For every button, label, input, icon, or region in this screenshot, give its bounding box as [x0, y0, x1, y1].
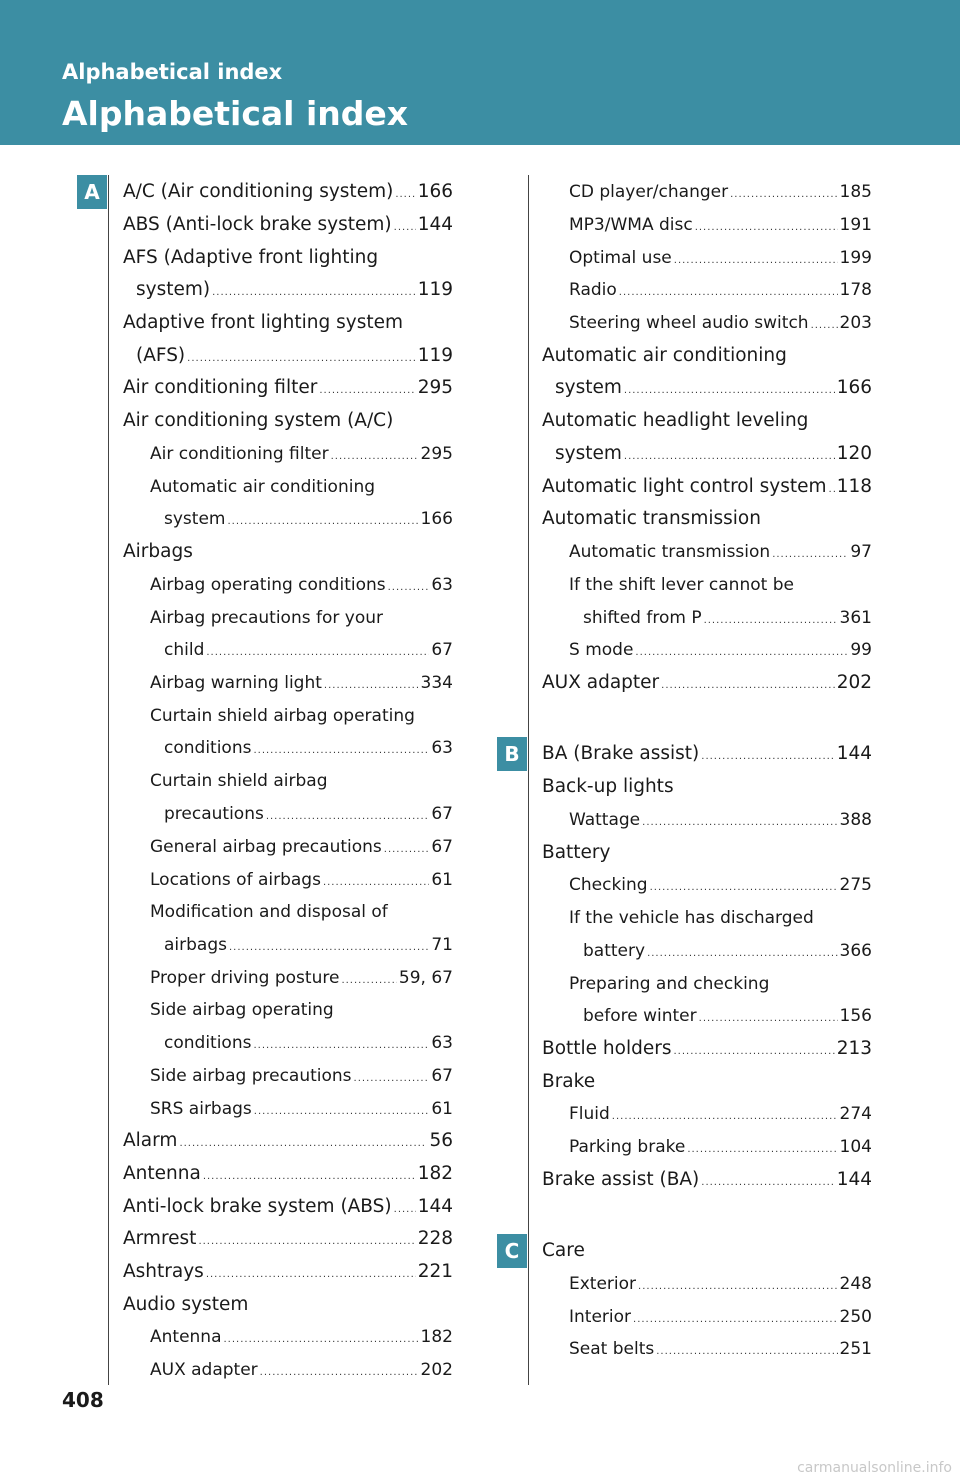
page-number: 408	[62, 1388, 104, 1412]
index-entry-page: 56	[429, 1130, 453, 1151]
dot-leader	[198, 1224, 415, 1257]
index-entry-page: 295	[420, 444, 453, 464]
index-entry	[123, 635, 453, 665]
index-entry-text: ABS (Anti-lock brake system)	[123, 214, 392, 235]
index-entry	[542, 1099, 872, 1129]
index-entry	[123, 603, 453, 633]
index-entry-page: 144	[417, 1196, 453, 1217]
dot-leader	[829, 472, 835, 505]
index-entry-text: Exterior	[569, 1274, 637, 1294]
index-entry-page: 156	[839, 1006, 872, 1026]
index-entry-page: 202	[836, 672, 872, 693]
index-entry-text: Wattage	[569, 810, 641, 830]
index-entry	[123, 177, 453, 207]
index-entry	[123, 275, 453, 305]
index-entry-page: 334	[420, 673, 453, 693]
index-entry-page: 275	[839, 875, 872, 895]
index-column-left	[123, 177, 453, 1387]
index-entry-text: Checking	[569, 875, 648, 895]
index-entry-text: Anti-lock brake system (ABS)	[123, 1196, 392, 1217]
dot-leader	[266, 799, 430, 832]
index-entry	[542, 472, 872, 502]
index-entry	[542, 341, 872, 371]
index-entry-page: 67	[431, 1066, 453, 1086]
index-entry-text: system	[555, 443, 622, 464]
index-entry	[542, 739, 872, 769]
index-entry	[123, 472, 453, 502]
index-entry-text: Antenna	[123, 1163, 201, 1184]
index-entry	[123, 1159, 453, 1189]
dot-leader	[394, 210, 416, 243]
index-entry-text: Fluid	[569, 1104, 610, 1124]
index-entry-page: 366	[839, 941, 872, 961]
index-entry-page: 71	[431, 935, 453, 955]
index-entry-text: CD player/changer	[569, 182, 729, 202]
index-entry-text: Airbag operating conditions	[150, 575, 386, 595]
index-entry-text: A/C (Air conditioning system)	[123, 181, 394, 202]
dot-leader	[661, 668, 835, 701]
index-entry	[123, 766, 453, 796]
index-entry	[123, 668, 453, 698]
index-entry	[123, 897, 453, 927]
index-entry-page: 63	[431, 738, 453, 758]
index-entry-text: Steering wheel audio switch	[569, 313, 809, 333]
index-entry	[123, 1355, 453, 1385]
index-entry-text: Alarm	[123, 1130, 178, 1151]
index-entry	[542, 1067, 872, 1097]
index-entry	[542, 1034, 872, 1064]
index-entry	[542, 1334, 872, 1364]
dot-leader	[704, 603, 838, 636]
dot-leader	[253, 733, 429, 766]
dot-leader	[187, 341, 416, 374]
index-entry-page: 185	[839, 182, 872, 202]
index-entry	[123, 1126, 453, 1156]
index-entry-text: BA (Brake assist)	[542, 743, 700, 764]
index-entry-text: (AFS)	[136, 345, 186, 366]
dot-leader	[624, 373, 835, 406]
index-entry-page: 144	[836, 743, 872, 764]
dot-leader	[179, 1126, 427, 1159]
dot-leader	[701, 1165, 834, 1198]
dot-leader	[203, 1159, 416, 1192]
dot-leader	[384, 832, 430, 865]
index-entry	[123, 1224, 453, 1254]
index-entry	[123, 243, 453, 273]
dot-leader	[395, 177, 415, 210]
dot-leader	[730, 177, 837, 210]
index-entry-text: Brake assist (BA)	[542, 1169, 700, 1190]
index-entry-text: S mode	[569, 640, 634, 660]
index-entry-text: If the shift lever cannot be	[569, 575, 794, 595]
dot-leader	[206, 635, 429, 668]
index-entry-text: Parking brake	[569, 1137, 686, 1157]
index-entry-page: 144	[417, 214, 453, 235]
dot-leader	[650, 870, 838, 903]
column-rule-left	[108, 175, 109, 1385]
index-entry-text: Air conditioning system (A/C)	[123, 410, 394, 431]
index-entry	[123, 930, 453, 960]
index-entry-text: Automatic air conditioning	[150, 477, 376, 497]
dot-leader	[633, 1302, 838, 1335]
index-entry-text: Brake	[542, 1071, 596, 1092]
dot-leader	[212, 275, 416, 308]
index-entry-page: 119	[417, 279, 453, 300]
index-entry	[542, 668, 872, 698]
index-entry-page: 388	[839, 810, 872, 830]
index-entry	[542, 210, 872, 240]
index-entry-page: 67	[431, 837, 453, 857]
index-entry-text: Seat belts	[569, 1339, 655, 1359]
index-entry-text: Curtain shield airbag operating	[150, 706, 415, 726]
index-entry	[123, 1028, 453, 1058]
index-entry	[542, 1132, 872, 1162]
index-entry-page: 191	[839, 215, 872, 235]
index-entry	[542, 1302, 872, 1332]
index-entry-page: 251	[839, 1339, 872, 1359]
index-entry-text: conditions	[164, 1033, 252, 1053]
dot-leader	[647, 936, 837, 969]
index-entry	[542, 373, 872, 403]
dot-leader	[673, 1034, 834, 1067]
index-entry-text: Air conditioning filter	[123, 377, 318, 398]
dot-leader	[331, 439, 419, 472]
index-entry	[542, 903, 872, 933]
index-entry-text: SRS airbags	[150, 1099, 252, 1119]
index-entry-text: Side airbag operating	[150, 1000, 334, 1020]
index-entry	[123, 701, 453, 731]
index-entry-text: Automatic transmission	[569, 542, 771, 562]
index-entry	[542, 570, 872, 600]
dot-leader	[206, 1257, 416, 1290]
index-entry-page: 203	[839, 313, 872, 333]
dot-leader	[260, 1355, 419, 1388]
header-banner	[0, 0, 960, 145]
index-entry	[123, 570, 453, 600]
dot-leader	[635, 635, 848, 668]
index-entry	[123, 995, 453, 1025]
dot-leader	[656, 1334, 837, 1367]
index-entry	[123, 1192, 453, 1222]
index-entry-page: 221	[417, 1261, 453, 1282]
index-entry	[542, 1236, 872, 1266]
index-entry-text: Ashtrays	[123, 1261, 204, 1282]
letter-tab-a: A	[77, 175, 107, 209]
index-entry-page: 61	[431, 1099, 453, 1119]
index-entry	[542, 308, 872, 338]
index-entry-text: Curtain shield airbag	[150, 771, 328, 791]
index-entry-page: 213	[836, 1038, 872, 1059]
dot-leader	[687, 1132, 837, 1165]
letter-tab-b: B	[497, 737, 527, 771]
index-entry	[123, 373, 453, 403]
index-entry-text: Radio	[569, 280, 617, 300]
index-entry-text: AUX adapter	[150, 1360, 258, 1380]
index-entry-text: AFS (Adaptive front lighting	[123, 247, 379, 268]
index-entry-page: 361	[839, 608, 872, 628]
index-entry-text: conditions	[164, 738, 252, 758]
index-entry	[123, 504, 453, 534]
index-entry	[123, 1322, 453, 1352]
index-entry	[542, 177, 872, 207]
index-entry	[542, 243, 872, 273]
index-entry-text: Proper driving posture	[150, 968, 340, 988]
index-entry-text: Optimal use	[569, 248, 672, 268]
index-entry-page: 182	[417, 1163, 453, 1184]
index-entry	[542, 1269, 872, 1299]
index-entry-page: 166	[420, 509, 453, 529]
watermark: carmanualsonline.info	[797, 1460, 952, 1476]
index-entry-text: airbags	[164, 935, 227, 955]
index-entry-page: 144	[836, 1169, 872, 1190]
index-entry	[542, 870, 872, 900]
index-entry	[123, 865, 453, 895]
index-entry-page: 59, 67	[398, 968, 453, 988]
index-entry-text: Airbags	[123, 541, 193, 562]
dot-leader	[253, 1028, 429, 1061]
index-entry-page: 248	[839, 1274, 872, 1294]
index-entry-page: 67	[431, 640, 453, 660]
index-entry-text: Air conditioning filter	[150, 444, 329, 464]
index-entry-text: shifted from P	[583, 608, 702, 628]
index-entry	[123, 799, 453, 829]
index-entry-page: 166	[417, 181, 453, 202]
section-title: Alphabetical index	[62, 60, 283, 84]
index-entry	[542, 275, 872, 305]
column-rule-right	[528, 175, 529, 1385]
index-entry-text: Side airbag precautions	[150, 1066, 352, 1086]
index-entry-text: battery	[583, 941, 646, 961]
dot-leader	[229, 930, 429, 963]
index-entry-page: 274	[839, 1104, 872, 1124]
index-entry-page: 178	[839, 280, 872, 300]
index-entry	[123, 963, 453, 993]
index-entry	[542, 772, 872, 802]
index-entry-text: system	[555, 377, 622, 398]
index-entry-page: 199	[839, 248, 872, 268]
index-entry-text: Bottle holders	[542, 1038, 672, 1059]
index-entry-text: Battery	[542, 842, 611, 863]
dot-leader	[772, 537, 848, 570]
dot-leader	[695, 210, 838, 243]
index-entry-page: 99	[850, 640, 872, 660]
index-entry	[542, 603, 872, 633]
index-entry-text: AUX adapter	[542, 672, 660, 693]
index-entry	[542, 969, 872, 999]
index-entry-page: 295	[417, 377, 453, 398]
page-title: Alphabetical index	[62, 94, 409, 133]
index-entry	[123, 1257, 453, 1287]
index-entry	[123, 439, 453, 469]
index-entry	[123, 210, 453, 240]
dot-leader	[254, 1094, 430, 1127]
index-entry	[542, 504, 872, 534]
index-entry	[542, 635, 872, 665]
index-entry-text: Automatic light control system	[542, 476, 827, 497]
index-column-right	[542, 177, 872, 1387]
index-entry-text: Automatic headlight leveling	[542, 410, 809, 431]
index-entry-text: Audio system	[123, 1294, 249, 1315]
index-entry-text: Automatic transmission	[542, 508, 761, 529]
index-entry-text: General airbag precautions	[150, 837, 382, 857]
index-entry	[123, 832, 453, 862]
index-entry-text: precautions	[164, 804, 264, 824]
index-entry	[542, 838, 872, 868]
dot-leader	[341, 963, 396, 996]
dot-leader	[674, 243, 838, 276]
index-entry-text: Airbag precautions for your	[150, 608, 383, 628]
index-entry	[542, 805, 872, 835]
index-entry	[542, 1001, 872, 1031]
index-entry	[542, 936, 872, 966]
index-entry-page: 202	[420, 1360, 453, 1380]
index-entry-text: Armrest	[123, 1228, 197, 1249]
index-entry-page: 63	[431, 575, 453, 595]
index-entry	[123, 308, 453, 338]
index-entry-text: child	[164, 640, 205, 660]
dot-leader	[624, 439, 835, 472]
index-entry-text: Preparing and checking	[569, 974, 770, 994]
index-entry-page: 119	[417, 345, 453, 366]
dot-leader	[319, 373, 415, 406]
index-entry-text: Airbag warning light	[150, 673, 322, 693]
dot-leader	[388, 570, 430, 603]
index-entry	[123, 406, 453, 436]
index-entry-text: MP3/WMA disc	[569, 215, 693, 235]
letter-tab-c: C	[497, 1234, 527, 1268]
dot-leader	[394, 1192, 416, 1225]
index-entry	[123, 1290, 453, 1320]
index-entry-text: Automatic air conditioning	[542, 345, 787, 366]
index-entry-page: 182	[420, 1327, 453, 1347]
dot-leader	[323, 865, 429, 898]
index-entry	[123, 1094, 453, 1124]
index-entry-text: Adaptive front lighting system	[123, 312, 404, 333]
dot-leader	[701, 739, 834, 772]
index-entry-page: 97	[850, 542, 872, 562]
index-entry	[123, 341, 453, 371]
index-entry-text: Locations of airbags	[150, 870, 321, 890]
dot-leader	[324, 668, 419, 701]
dot-leader	[227, 504, 418, 537]
index-entry-text: Antenna	[150, 1327, 222, 1347]
index-entry	[123, 1061, 453, 1091]
dot-leader	[354, 1061, 430, 1094]
dot-leader	[612, 1099, 838, 1132]
index-entry-page: 250	[839, 1307, 872, 1327]
index-entry-text: Back-up lights	[542, 776, 674, 797]
dot-leader	[811, 308, 838, 341]
index-entry-page: 104	[839, 1137, 872, 1157]
dot-leader	[224, 1322, 419, 1355]
index-entry-page: 120	[836, 443, 872, 464]
index-entry-text: If the vehicle has discharged	[569, 908, 814, 928]
index-entry	[542, 1165, 872, 1195]
index-entry	[123, 733, 453, 763]
index-entry	[123, 537, 453, 567]
dot-leader	[699, 1001, 838, 1034]
dot-leader	[638, 1269, 838, 1302]
index-entry-text: system)	[136, 279, 211, 300]
index-entry-page: 166	[836, 377, 872, 398]
index-entry-page: 228	[417, 1228, 453, 1249]
index-entry	[542, 406, 872, 436]
index-entry-text: Interior	[569, 1307, 632, 1327]
dot-leader	[619, 275, 838, 308]
index-entry-page: 118	[836, 476, 872, 497]
index-entry-page: 67	[431, 804, 453, 824]
index-entry-text: system	[164, 509, 226, 529]
index-entry	[542, 537, 872, 567]
index-entry-page: 63	[431, 1033, 453, 1053]
index-entry-text: Care	[542, 1240, 585, 1261]
index-entry-text: Modification and disposal of	[150, 902, 388, 922]
index-entry-page: 61	[431, 870, 453, 890]
dot-leader	[642, 805, 837, 838]
index-entry-text: before winter	[583, 1006, 697, 1026]
index-entry	[542, 439, 872, 469]
